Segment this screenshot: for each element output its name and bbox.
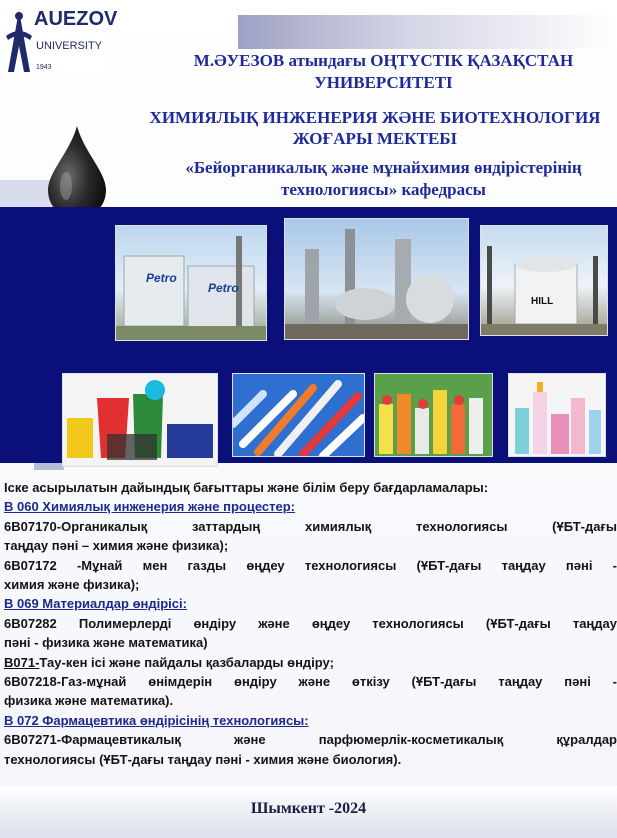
area-071-heading [4,653,617,672]
school-name-line2: ЖОҒАРЫ МЕКТЕБІ [292,129,458,148]
program-6b07271-line2: технологиясы (ҰБТ-дағы таңдау пәні - химия және биология). [4,751,402,767]
footer-city-year: Шымкент -2024 [250,800,367,817]
program-6b07172-line2: химия және физика); [4,577,140,593]
program-6b07170-line2: таңдау пәні – химия және физика); [4,538,229,554]
program-6b07172-line1: 6В07172 -Мұнай мен газды өңдеу технологиясы (ҰБТ-дағы таңдау пәні - [4,557,617,573]
department-name-line2: технологиясы» кафедрасы [281,180,486,199]
school-name-line1: ХИМИЯЛЫҚ ИНЖЕНЕРИЯ ЖӘНЕ БИОТЕХНОЛОГИЯ [149,108,601,127]
photo-cosmetics [508,373,606,457]
university-name-line2: УНИВЕРСИТЕТІ [314,73,453,92]
tank-label-1: Petro [146,271,177,285]
photo-hill-tank [480,225,608,336]
program-intro: Іске асырылатын дайындық бағыттары және білім беру бағдарламалары: [4,480,489,495]
photo-plastic-containers [62,373,218,467]
area-071-code: В071- [4,654,40,670]
program-list [4,478,617,769]
program-6b07271-line1: 6В07271-Фармацевтикалық және парфюмерлік-косметикалық құралдар [4,732,617,748]
department-name-line1: «Бейорганикалық және мұнайхимия өндірістерінің [185,158,582,177]
photo-storage-tanks [115,225,267,341]
area-071-end: ; [329,654,334,670]
tank-label-3: HILL [531,296,554,307]
header-gradient-bar [238,15,617,49]
area-072-heading: В 072 Фармацевтика өндірісінің технологиясы: [4,712,309,728]
photo-plastic-profiles [232,373,365,457]
logo-year: 1943 [36,64,52,71]
area-069-heading: В 069 Материалдар өндірісі: [4,596,187,612]
tank-label-2: Petro [208,281,239,295]
program-6b07170-line1: 6В07170-Органикалық заттардың химиялық технологиясы (ҰБТ-дағы [4,518,617,534]
program-6b07218-line2: физика және математика). [4,693,174,709]
logo-mark-icon [2,6,36,76]
photo-refinery [284,218,469,340]
oil-drop-icon [42,124,112,220]
program-6b07218-line1: 6В07218-Газ-мұнай өнімдерін өндіру және өткізу (ҰБТ-дағы таңдау пәні - [4,674,617,690]
program-6b07282-line1: 6В07282 Полимерлерді өндіру және өңдеу технологиясы (ҰБТ-дағы таңдау [4,615,617,631]
program-6b07282-line2: пәні - физика және математика) [4,635,208,651]
logo-brand: AUEZOV [34,8,118,30]
logo-subtitle: UNIVERSITY [36,40,103,52]
university-logo [0,0,118,78]
area-071-title: Тау-кен ісі және пайдалы қазбаларды өндіру [39,654,330,670]
photo-pharmaceutical-bottles [374,373,493,457]
area-060-heading: В 060 Химиялық инженерия және процестер: [4,499,295,515]
university-name-line1: М.ӘУЕЗОВ атындағы ОҢТҮСТІК ҚАЗАҚСТАН [193,51,574,70]
